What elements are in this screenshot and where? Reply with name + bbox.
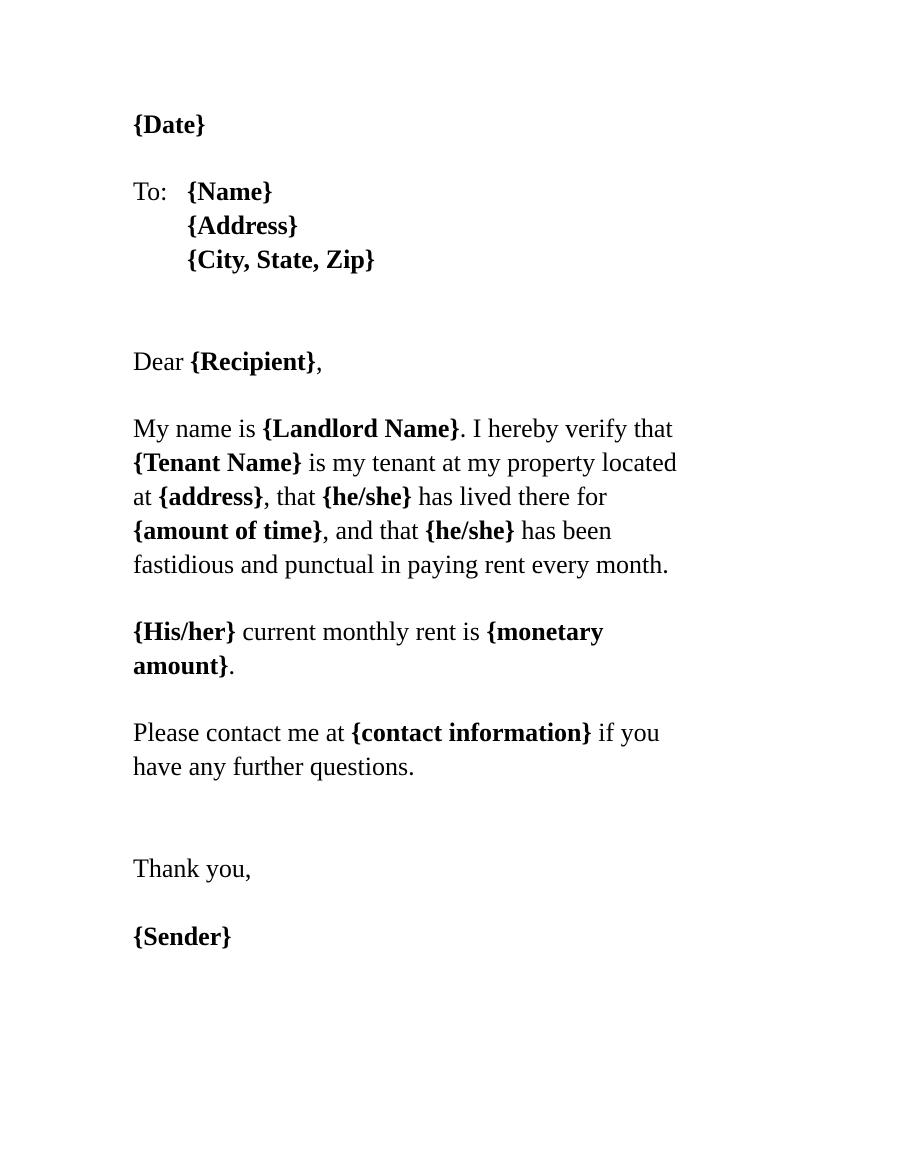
salutation: [133, 345, 322, 379]
para1-line5: [133, 548, 677, 582]
property-address: {address}: [158, 482, 264, 511]
para1-line3: [133, 480, 677, 514]
para1-text: . I hereby verify that: [459, 414, 673, 443]
date-placeholder: {Date}: [133, 110, 206, 139]
contact-paragraph: [133, 716, 660, 784]
para1-line1: [133, 412, 677, 446]
para1-line2: [133, 446, 677, 480]
landlord-name: {Landlord Name}: [262, 414, 460, 443]
para2-line1: [133, 615, 604, 649]
recipient-address-block: [133, 175, 375, 277]
para1-line4: [133, 514, 677, 548]
recipient-city-line: [133, 243, 375, 277]
para2-line2: [133, 649, 604, 683]
para1-text: , and that: [322, 516, 425, 545]
salutation-prefix: Dear: [133, 347, 191, 376]
to-label: To:: [133, 177, 168, 206]
para1-text: has lived there for: [411, 482, 607, 511]
para1-text: has been: [514, 516, 612, 545]
tenant-pronoun: {he/she}: [322, 482, 412, 511]
para1-text: My name is: [133, 414, 263, 443]
para1-text: , that: [263, 482, 323, 511]
para2-text: current monthly rent is: [235, 617, 487, 646]
monetary-amount: amount}: [133, 651, 229, 680]
para1-text: is my tenant at my property located: [302, 448, 677, 477]
sender-placeholder: {Sender}: [133, 922, 232, 951]
salutation-suffix: ,: [315, 347, 323, 376]
para3-line2: [133, 750, 660, 784]
para1-text: fastidious and punctual in paying rent every month.: [133, 550, 669, 579]
recipient-address: {Address}: [187, 211, 299, 240]
contact-information: {contact information}: [351, 718, 592, 747]
verification-paragraph: [133, 412, 677, 582]
para1-text: at: [133, 482, 159, 511]
rent-paragraph: [133, 615, 604, 683]
para2-text: .: [228, 651, 235, 680]
salutation-recipient: {Recipient}: [190, 347, 316, 376]
recipient-address-line: [133, 209, 375, 243]
para3-text: Please contact me at: [133, 718, 352, 747]
possessive-pronoun: {His/her}: [133, 617, 236, 646]
closing: Thank you,: [133, 854, 252, 883]
recipient-city-state-zip: {City, State, Zip}: [187, 245, 376, 274]
para3-text: have any further questions.: [133, 752, 415, 781]
recipient-name-line: [133, 175, 375, 209]
tenant-pronoun: {he/she}: [425, 516, 515, 545]
para3-line1: [133, 716, 660, 750]
monetary-amount: {monetary: [486, 617, 604, 646]
recipient-name: {Name}: [187, 177, 273, 206]
tenant-name: {Tenant Name}: [133, 448, 303, 477]
amount-of-time: {amount of time}: [133, 516, 323, 545]
para3-text: if you: [591, 718, 660, 747]
